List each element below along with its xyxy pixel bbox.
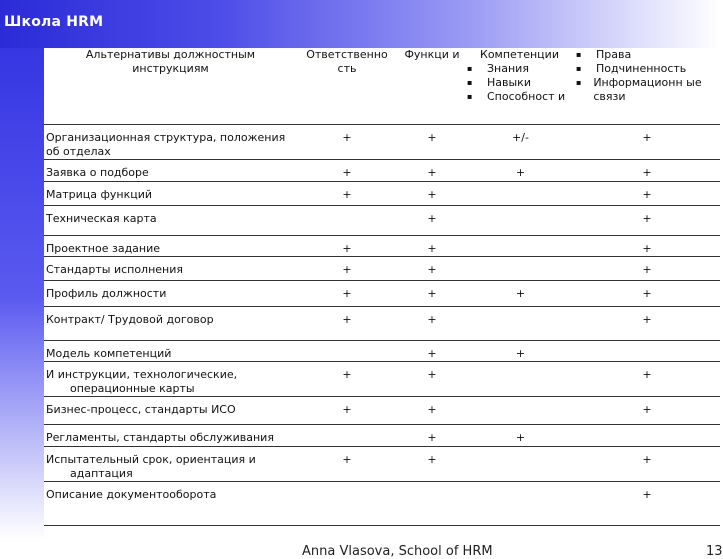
cell-rights: + [574, 182, 720, 206]
square-bullet-icon: ▪ [576, 50, 582, 59]
table-row [44, 482, 720, 526]
header-competencies [467, 48, 574, 125]
header-alternatives: Альтернативы должностным инструкциям [44, 48, 297, 125]
cell-functions: + [397, 236, 467, 257]
cell-responsibility [297, 482, 397, 526]
cell-rights: + [574, 307, 720, 341]
square-bullet-icon: ▪ [467, 64, 473, 73]
bullet-text: Навыки [487, 76, 531, 89]
cell-responsibility [297, 206, 397, 236]
row-name [44, 236, 297, 257]
bullet-item [467, 62, 572, 76]
bullet-item [576, 62, 718, 76]
cell-rights [574, 341, 720, 362]
row-name [44, 182, 297, 206]
table-row [44, 236, 720, 257]
cell-competencies [467, 362, 574, 397]
cell-functions: + [397, 125, 467, 160]
cell-functions: + [397, 281, 467, 307]
row-name-text: Техническая карта [46, 212, 157, 225]
table-header-row [44, 48, 720, 125]
cell-competencies: + [467, 160, 574, 182]
table-row [44, 206, 720, 236]
alternatives-table [44, 48, 720, 526]
table-body [44, 125, 720, 526]
cell-rights: + [574, 397, 720, 425]
bullet-item [467, 90, 572, 104]
sidebar-band [0, 0, 44, 540]
cell-rights: + [574, 257, 720, 281]
table-row [44, 257, 720, 281]
square-bullet-icon: ▪ [576, 78, 582, 87]
row-name-text: Профиль должности [46, 287, 167, 300]
row-name [44, 307, 297, 341]
cell-competencies: + [467, 341, 574, 362]
bullet-text: Информационн ые связи [593, 76, 702, 103]
cell-rights: + [574, 206, 720, 236]
row-name [44, 425, 297, 447]
row-name-text: Контракт/ Трудовой договор [46, 313, 214, 326]
row-name-text: Проектное задание [46, 242, 161, 255]
table-row [44, 182, 720, 206]
cell-functions [397, 482, 467, 526]
cell-responsibility: + [297, 257, 397, 281]
cell-responsibility: + [297, 447, 397, 482]
table-row [44, 160, 720, 182]
cell-responsibility [297, 425, 397, 447]
cell-functions: + [397, 307, 467, 341]
cell-functions: + [397, 397, 467, 425]
cell-competencies [467, 257, 574, 281]
bullet-text: Знания [487, 62, 529, 75]
slide-body [44, 48, 723, 559]
cell-functions: + [397, 362, 467, 397]
table-row [44, 447, 720, 482]
bullet-text: Способност и [487, 90, 566, 103]
cell-functions: + [397, 341, 467, 362]
row-name-text: Заявка о подборе [46, 166, 149, 179]
cell-competencies [467, 236, 574, 257]
cell-competencies [467, 182, 574, 206]
row-name-continuation: операционные карты [70, 382, 195, 395]
cell-rights: + [574, 236, 720, 257]
row-name [44, 447, 297, 482]
bullet-item [576, 76, 718, 104]
cell-rights: + [574, 482, 720, 526]
brand-title: Школа HRM [4, 14, 104, 30]
table-row [44, 397, 720, 425]
row-name [44, 281, 297, 307]
cell-responsibility: + [297, 182, 397, 206]
cell-responsibility: + [297, 281, 397, 307]
square-bullet-icon: ▪ [467, 92, 473, 101]
row-name [44, 125, 297, 160]
cell-competencies: +/- [467, 125, 574, 160]
row-name-text: Испытательный срок, ориентация и [46, 453, 256, 466]
table-row [44, 307, 720, 341]
cell-competencies [467, 307, 574, 341]
rights-list [576, 48, 718, 104]
header-responsibility: Ответственно сть [297, 48, 397, 125]
square-bullet-icon: ▪ [576, 64, 582, 73]
table-row [44, 362, 720, 397]
header-rights [574, 48, 720, 125]
cell-functions: + [397, 206, 467, 236]
cell-rights [574, 425, 720, 447]
cell-rights: + [574, 125, 720, 160]
cell-rights: + [574, 447, 720, 482]
cell-competencies [467, 447, 574, 482]
table-row [44, 281, 720, 307]
cell-competencies: + [467, 281, 574, 307]
table-row [44, 341, 720, 362]
bullet-text: Права [596, 48, 632, 61]
row-name-text: Регламенты, стандарты обслуживания [46, 431, 274, 444]
cell-functions: + [397, 182, 467, 206]
page-number: 13 [706, 544, 723, 559]
competencies-list [467, 62, 572, 104]
competencies-title: Компетенции [480, 48, 559, 61]
cell-responsibility [297, 341, 397, 362]
cell-competencies [467, 206, 574, 236]
cell-responsibility: + [297, 125, 397, 160]
cell-functions: + [397, 447, 467, 482]
cell-functions: + [397, 257, 467, 281]
bullet-item [467, 76, 572, 90]
row-name-text: Организационная структура, положения об отделах [46, 131, 286, 158]
row-name [44, 257, 297, 281]
footer-author: Anna Vlasova, School of HRM [302, 544, 493, 559]
header-functions: Функци и [397, 48, 467, 125]
cell-functions: + [397, 160, 467, 182]
table-row [44, 425, 720, 447]
row-name-text: Бизнес-процесс, стандарты ИСО [46, 403, 236, 416]
cell-competencies [467, 482, 574, 526]
cell-competencies: + [467, 425, 574, 447]
cell-competencies [467, 397, 574, 425]
row-name-text: Модель компетенций [46, 347, 172, 360]
bullet-text: Подчиненность [596, 62, 687, 75]
row-name-text: Матрица функций [46, 188, 153, 201]
row-name-text: Описание документооборота [46, 488, 217, 501]
table-row [44, 125, 720, 160]
cell-rights: + [574, 281, 720, 307]
row-name [44, 341, 297, 362]
row-name-continuation: адаптация [70, 467, 133, 480]
cell-rights: + [574, 160, 720, 182]
row-name [44, 160, 297, 182]
row-name [44, 206, 297, 236]
row-name [44, 482, 297, 526]
square-bullet-icon: ▪ [467, 78, 473, 87]
cell-responsibility: + [297, 236, 397, 257]
cell-responsibility: + [297, 397, 397, 425]
row-name [44, 362, 297, 397]
row-name-text: Стандарты исполнения [46, 263, 184, 276]
row-name [44, 397, 297, 425]
cell-responsibility: + [297, 160, 397, 182]
bullet-item [576, 48, 718, 62]
header-band [0, 0, 720, 48]
cell-responsibility: + [297, 307, 397, 341]
cell-responsibility: + [297, 362, 397, 397]
cell-functions: + [397, 425, 467, 447]
row-name-text: И инструкции, технологические, [46, 368, 238, 381]
cell-rights: + [574, 362, 720, 397]
